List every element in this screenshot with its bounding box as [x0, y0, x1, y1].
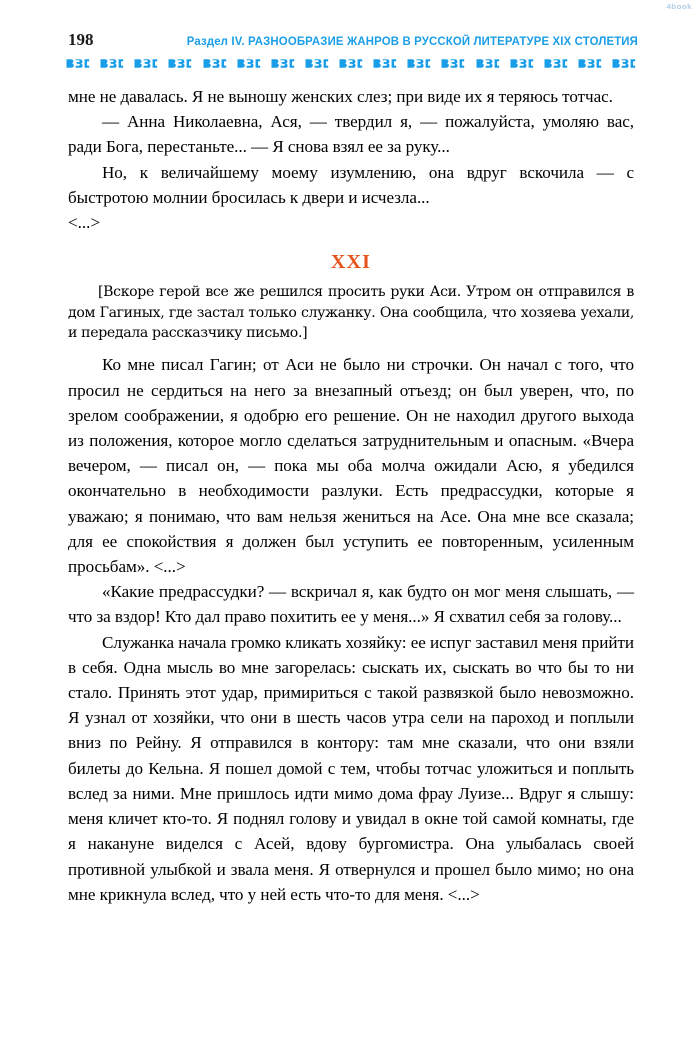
chapter-number: XXI — [330, 251, 372, 274]
ornament-unit — [407, 58, 431, 69]
ornament-unit — [544, 58, 568, 69]
ornamental-divider — [66, 56, 636, 71]
text-column — [68, 84, 634, 907]
page-number: 198 — [68, 30, 94, 49]
ornament-unit — [271, 58, 295, 69]
ornament-glyph — [237, 58, 261, 69]
paragraph-narrative: Но, к величайшему моему изумлению, она вдруг вскочила — с быстротою молнии бросилась к двери и исчезла... — [68, 162, 634, 207]
ornament-unit — [373, 58, 397, 69]
ornament-unit — [578, 58, 602, 69]
spacer — [68, 345, 634, 352]
ornament-glyph — [66, 58, 90, 69]
ornament-unit — [305, 58, 329, 69]
paragraph-pursuit: Служанка начала громко кликать хозяйку: ее испуг заставил меня прийти в себя. Одна мысль во мне загорелась: сыскать их, сыскать во что бы то ни стало. Принять этот удар, примириться с такой развязкой было невозможно. Я узнал от хозяйки, что они в шесть часов утра сели на пароход и поплыли вниз по Рейну. Я отправился в контору: там мне сказали, что они взяли билеты до Кельна. Я пошел домой с тем, чтобы тотчас уложиться и поплыть вслед за ними. Мне пришлось идти мимо дома фрау Луизе... Вдруг я слышу: меня кличет кто-то. Я поднял голову и увидал в окне той самой комнаты, где я накануне виделся с Асей, вдову бургомистра. Она улыбалась своей противной улыбкой и звала меня. Я отвернулся и прошел было мимо; но она мне крикнула вслед, что у ней есть что-то для меня. <...> — [68, 632, 634, 904]
ornament-glyph — [305, 58, 329, 69]
ornament-unit — [476, 58, 500, 69]
ornament-glyph — [476, 58, 500, 69]
ornament-glyph — [271, 58, 295, 69]
paragraph-letter: Ко мне писал Гагин; от Аси не было ни строчки. Он начал с того, что просил не сердиться на него за внезапный отъезд; он был уверен, что, по зрелом соображении, я одобрю его решение. Он не находил другого выхода из положения, которое могло сделаться затруднительным и опасным. «Вчера вечером, — писал он, — пока мы оба молча ожидали Асю, я убедился окончательно в необходимости разлуки. Есть предрассудки, которые я уважаю; я понимаю, что вам нельзя жениться на Асе. Она мне все сказала; для ее спокойствия я должен был уступить ее повторенным, усиленным просьбам». <...> — [68, 355, 634, 577]
ornament-glyph — [339, 58, 363, 69]
ornament-glyph — [134, 58, 158, 69]
ornament-unit — [441, 58, 465, 69]
ornament-unit — [134, 58, 158, 69]
ornament-unit — [510, 58, 534, 69]
editorial-summary: [Вскоре герой все же решился просить руки Аси. Утром он отправился в дом Гагиных, где застал только служанку. Она сообщила, что хозяева уехали, и передала рассказчику письмо.] — [68, 284, 634, 342]
ornament-glyph — [203, 58, 227, 69]
ornament-glyph — [578, 58, 602, 69]
ornament-glyph — [510, 58, 534, 69]
ornament-glyph — [100, 58, 124, 69]
ornament-unit — [66, 58, 90, 69]
ornament-glyph — [612, 58, 636, 69]
paragraph-continuation: мне не давалась. Я не выношу женских слез; при виде их я теряюсь тотчас. — [68, 87, 613, 106]
running-head — [68, 31, 638, 51]
paragraph-dialogue: — Анна Николаевна, Ася, — твердил я, — пожалуйста, умоляю вас, ради Бога, перестаньте... — Я снова взял ее за руку... — [68, 112, 634, 157]
ornament-unit — [237, 58, 261, 69]
ornament-glyph — [441, 58, 465, 69]
ornament-unit — [168, 58, 192, 69]
section-title: Раздел IV. РАЗНООБРАЗИЕ ЖАНРОВ В РУССКОЙ ЛИТЕРАТУРЕ XIX СТОЛЕТИЯ — [186, 35, 638, 49]
paragraph-exclamation: «Какие предрассудки? — вскричал я, как будто он мог меня слышать, — что за вздор! Кто дал право похитить ее у меня...» Я схватил себя за голову... — [68, 582, 634, 627]
ornament-glyph — [168, 58, 192, 69]
ornament-unit — [100, 58, 124, 69]
ornament-unit — [203, 58, 227, 69]
ornament-glyph — [544, 58, 568, 69]
omission-mark: <...> — [68, 213, 101, 233]
ornament-unit — [612, 58, 636, 69]
ornament-glyph — [373, 58, 397, 69]
ornament-unit — [339, 58, 363, 69]
publisher-watermark: 4book — [666, 2, 692, 11]
ornament-glyph — [407, 58, 431, 69]
